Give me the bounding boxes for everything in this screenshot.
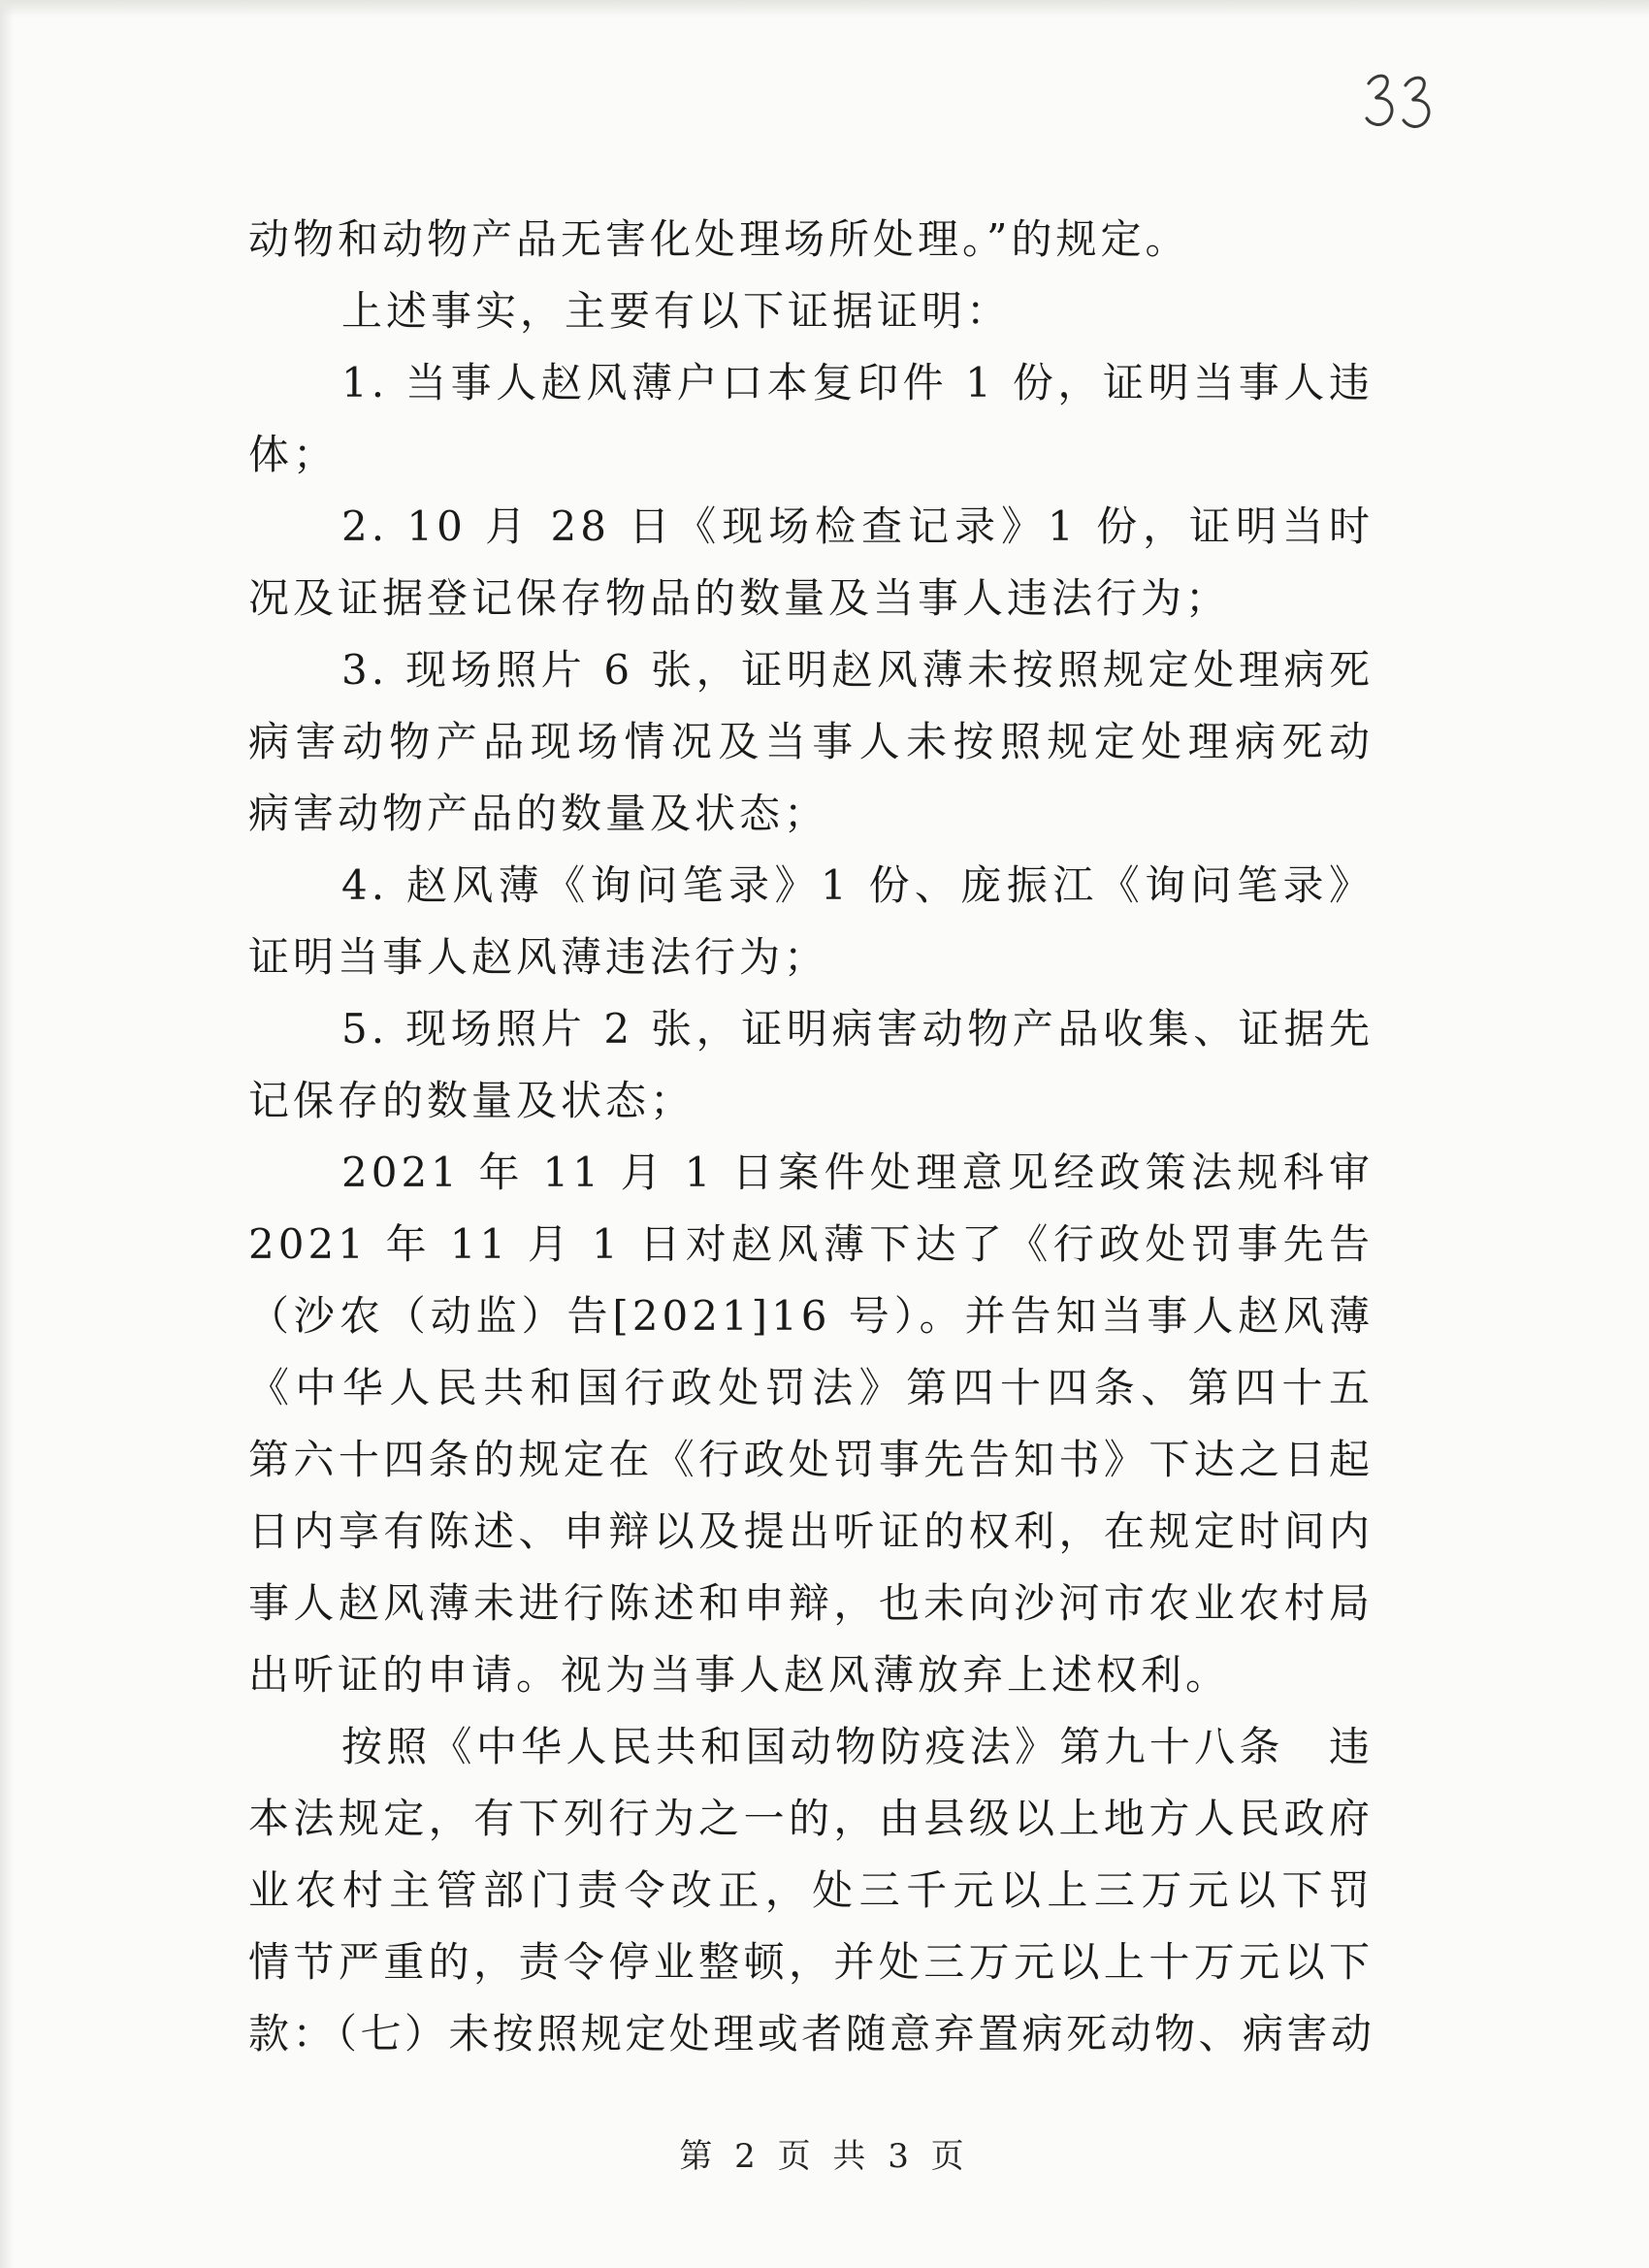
scan-edge-top — [0, 0, 1649, 17]
text-line: 况及证据登记保存物品的数量及当事人违法行为； — [248, 574, 1231, 622]
text-line: 体； — [248, 431, 339, 478]
text-line: 第六十四条的规定在《行政处罚事先告知书》下达之日起 — [248, 1436, 1374, 1483]
handwritten-page-number — [1363, 68, 1440, 136]
text-line: （沙农（动监）告[2021]16 号）。并告知当事人赵风薄 — [248, 1292, 1374, 1340]
document-body — [248, 204, 1374, 2070]
text-line: 动物和动物产品无害化处理场所处理。”的规定。 — [248, 215, 1190, 263]
text-line: 2021 年 11 月 1 日对赵风薄下达了《行政处罚事先告 — [248, 1220, 1374, 1268]
text-line: 事人赵风薄未进行陈述和申辩，也未向沙河市农业农村局 — [248, 1579, 1374, 1627]
text-line: 情节严重的，责令停业整顿，并处三万元以上十万元以下 — [248, 1938, 1374, 1986]
text-line: 3. 现场照片 6 张，证明赵风薄未按照规定处理病死 — [341, 646, 1374, 694]
text-line: 《中华人民共和国行政处罚法》第四十四条、第四十五 — [248, 1364, 1374, 1411]
text-line: 款：（七）未按照规定处理或者随意弃置病死动物、病害动 — [248, 2010, 1374, 2057]
text-line: 日内享有陈述、申辩以及提出听证的权利，在规定时间内 — [248, 1507, 1374, 1555]
text-line: 1. 当事人赵风薄户口本复印件 1 份，证明当事人违 — [341, 359, 1374, 406]
text-line: 5. 现场照片 2 张，证明病害动物产品收集、证据先 — [341, 1005, 1374, 1053]
text-line: 按照《中华人民共和国动物防疫法》第九十八条 违 — [341, 1723, 1374, 1770]
text-line: 4. 赵风薄《询问笔录》1 份、庞振江《询问笔录》 — [341, 861, 1374, 909]
text-line: 上述事实，主要有以下证据证明： — [341, 287, 1012, 335]
text-line: 2021 年 11 月 1 日案件处理意见经政策法规科审 — [341, 1149, 1374, 1196]
text-line: 本法规定，有下列行为之一的，由县级以上地方人民政府 — [248, 1795, 1374, 1842]
page-footer: 第 2 页 共 3 页 — [679, 2137, 970, 2176]
text-line: 出听证的申请。视为当事人赵风薄放弃上述权利。 — [248, 1651, 1231, 1699]
scan-edge-left — [0, 0, 14, 2268]
text-line: 证明当事人赵风薄违法行为； — [248, 933, 829, 981]
text-line: 病害动物产品的数量及状态； — [248, 790, 829, 837]
text-line: 病害动物产品现场情况及当事人未按照规定处理病死动 — [248, 718, 1374, 765]
text-line: 业农村主管部门责令改正，处三千元以上三万元以下罚 — [248, 1866, 1374, 1914]
text-line: 2. 10 月 28 日《现场检查记录》1 份，证明当时 — [341, 502, 1374, 550]
text-line: 记保存的数量及状态； — [248, 1077, 695, 1124]
